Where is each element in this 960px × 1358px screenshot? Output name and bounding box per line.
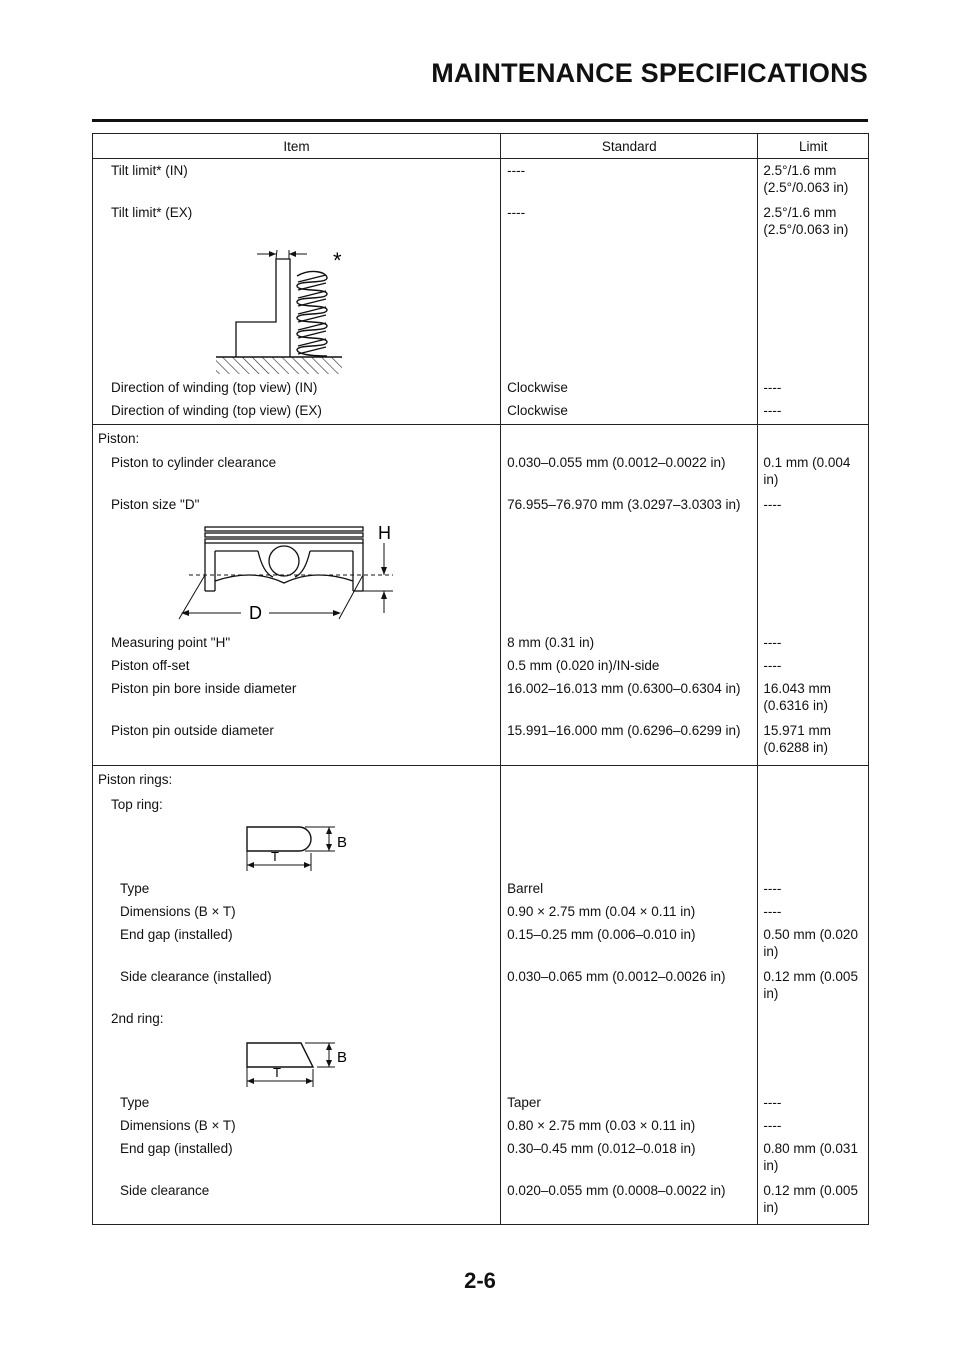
table-row bbox=[93, 674, 869, 714]
tilt-ex-item: Tilt limit* (EX) bbox=[93, 196, 501, 238]
tilt-in-item: Tilt limit* (IN) bbox=[93, 159, 501, 197]
figure-row bbox=[93, 513, 869, 631]
offset-item: Piston off-set bbox=[93, 651, 501, 674]
winding-ex-item: Direction of winding (top view) (EX) bbox=[93, 396, 501, 425]
winding-in-item: Direction of winding (top view) (IN) bbox=[93, 376, 501, 396]
table-row bbox=[93, 788, 869, 813]
table-row bbox=[93, 447, 869, 488]
second-ring-figure bbox=[93, 1027, 477, 1091]
tilt-ex-standard: ---- bbox=[501, 196, 758, 238]
second-type-limit: ---- bbox=[763, 1095, 782, 1110]
top-gap-item: End gap (installed) bbox=[93, 920, 501, 960]
top-ring-figure bbox=[93, 813, 477, 877]
winding-ex-limit: ---- bbox=[763, 403, 782, 418]
table-row bbox=[93, 877, 869, 897]
spring-tilt-figure bbox=[93, 238, 477, 376]
winding-ex-standard: Clockwise bbox=[501, 396, 758, 425]
table-row bbox=[93, 376, 869, 396]
pin-od-item: Piston pin outside diameter bbox=[93, 714, 501, 766]
piston-size-limit: ---- bbox=[763, 497, 782, 512]
clearance-limit: 0.1 mm (0.004 in) bbox=[763, 455, 851, 487]
table-row bbox=[93, 396, 869, 425]
top-ring-heading: Top ring: bbox=[93, 788, 501, 813]
table-row bbox=[93, 897, 869, 920]
second-ring-b-label: B bbox=[337, 1049, 348, 1066]
tilt-in-standard: ---- bbox=[501, 159, 758, 197]
piston-h-label: H bbox=[378, 523, 391, 543]
table-row bbox=[93, 651, 869, 674]
table-row bbox=[93, 960, 869, 1002]
spring-star-label: * bbox=[333, 248, 342, 273]
table-row bbox=[93, 159, 869, 197]
piston-size-item: Piston size "D" bbox=[93, 488, 501, 513]
tilt-ex-limit: 2.5°/1.6 mm (2.5°/0.063 in) bbox=[763, 205, 849, 237]
figure-row bbox=[93, 238, 869, 376]
table-row bbox=[93, 766, 869, 789]
pin-od-standard: 15.991–16.000 mm (0.6296–0.6299 in) bbox=[501, 714, 758, 766]
top-dims-item: Dimensions (B × T) bbox=[93, 897, 501, 920]
page-number: 2-6 bbox=[464, 1268, 496, 1293]
piston-d-label: D bbox=[249, 603, 262, 623]
winding-in-limit: ---- bbox=[763, 380, 782, 395]
top-gap-limit: 0.50 mm (0.020 in) bbox=[763, 927, 858, 959]
pin-od-limit: 15.971 mm (0.6288 in) bbox=[763, 723, 831, 755]
table-row bbox=[93, 425, 869, 448]
second-ring-heading: 2nd ring: bbox=[93, 1002, 501, 1027]
second-dims-limit: ---- bbox=[763, 1118, 782, 1133]
figure-row bbox=[93, 1027, 869, 1091]
table-row bbox=[93, 1002, 869, 1027]
pin-bore-limit: 16.043 mm (0.6316 in) bbox=[763, 681, 831, 713]
clearance-item: Piston to cylinder clearance bbox=[93, 447, 501, 488]
clearance-standard: 0.030–0.055 mm (0.0012–0.0022 in) bbox=[501, 447, 758, 488]
piston-heading: Piston: bbox=[93, 425, 501, 448]
top-side-item: Side clearance (installed) bbox=[93, 960, 501, 1002]
second-type-item: Type bbox=[93, 1091, 501, 1111]
second-gap-item: End gap (installed) bbox=[93, 1134, 501, 1174]
measuring-point-limit: ---- bbox=[763, 635, 782, 650]
second-side-item: Side clearance bbox=[93, 1174, 501, 1225]
second-gap-standard: 0.30–0.45 mm (0.012–0.018 in) bbox=[501, 1134, 758, 1174]
top-side-standard: 0.030–0.065 mm (0.0012–0.0026 in) bbox=[501, 960, 758, 1002]
figure-row bbox=[93, 813, 869, 877]
table-row bbox=[93, 196, 869, 238]
top-type-item: Type bbox=[93, 877, 501, 897]
tilt-in-limit: 2.5°/1.6 mm (2.5°/0.063 in) bbox=[763, 163, 849, 195]
table-row bbox=[93, 1091, 869, 1111]
piston-figure bbox=[93, 513, 477, 631]
top-ring-b-label: B bbox=[337, 834, 348, 851]
winding-in-standard: Clockwise bbox=[501, 376, 758, 396]
second-dims-standard: 0.80 × 2.75 mm (0.03 × 0.11 in) bbox=[501, 1111, 758, 1134]
piston-size-standard: 76.955–76.970 mm (3.0297–3.0303 in) bbox=[501, 488, 758, 513]
top-gap-standard: 0.15–0.25 mm (0.006–0.010 in) bbox=[501, 920, 758, 960]
top-dims-standard: 0.90 × 2.75 mm (0.04 × 0.11 in) bbox=[501, 897, 758, 920]
table-row bbox=[93, 714, 869, 766]
title-rule bbox=[92, 119, 868, 122]
header-limit: Limit bbox=[758, 134, 869, 159]
second-side-standard: 0.020–0.055 mm (0.0008–0.0022 in) bbox=[501, 1174, 758, 1225]
page-title: MAINTENANCE SPECIFICATIONS bbox=[431, 58, 868, 88]
second-gap-limit: 0.80 mm (0.031 in) bbox=[763, 1141, 858, 1173]
top-ring-t-label: T bbox=[271, 849, 279, 864]
table-row bbox=[93, 1134, 869, 1174]
top-side-limit: 0.12 mm (0.005 in) bbox=[763, 969, 858, 1001]
table-row bbox=[93, 920, 869, 960]
second-dims-item: Dimensions (B × T) bbox=[93, 1111, 501, 1134]
offset-standard: 0.5 mm (0.020 in)/IN-side bbox=[501, 651, 758, 674]
second-ring-t-label: T bbox=[273, 1065, 281, 1080]
table-row bbox=[93, 1174, 869, 1225]
table-row bbox=[93, 488, 869, 513]
measuring-point-item: Measuring point "H" bbox=[93, 631, 501, 651]
top-type-standard: Barrel bbox=[501, 877, 758, 897]
header-standard: Standard bbox=[501, 134, 758, 159]
second-type-standard: Taper bbox=[501, 1091, 758, 1111]
table-row bbox=[93, 631, 869, 651]
offset-limit: ---- bbox=[763, 658, 782, 673]
top-type-limit: ---- bbox=[763, 881, 782, 896]
rings-heading: Piston rings: bbox=[93, 766, 501, 789]
pin-bore-standard: 16.002–16.013 mm (0.6300–0.6304 in) bbox=[501, 674, 758, 714]
spec-table bbox=[92, 133, 869, 1225]
header-row bbox=[93, 134, 869, 159]
header-item: Item bbox=[93, 134, 501, 159]
measuring-point-standard: 8 mm (0.31 in) bbox=[501, 631, 758, 651]
table-row bbox=[93, 1111, 869, 1134]
second-side-limit: 0.12 mm (0.005 in) bbox=[763, 1183, 858, 1215]
top-dims-limit: ---- bbox=[763, 904, 782, 919]
pin-bore-item: Piston pin bore inside diameter bbox=[93, 674, 501, 714]
